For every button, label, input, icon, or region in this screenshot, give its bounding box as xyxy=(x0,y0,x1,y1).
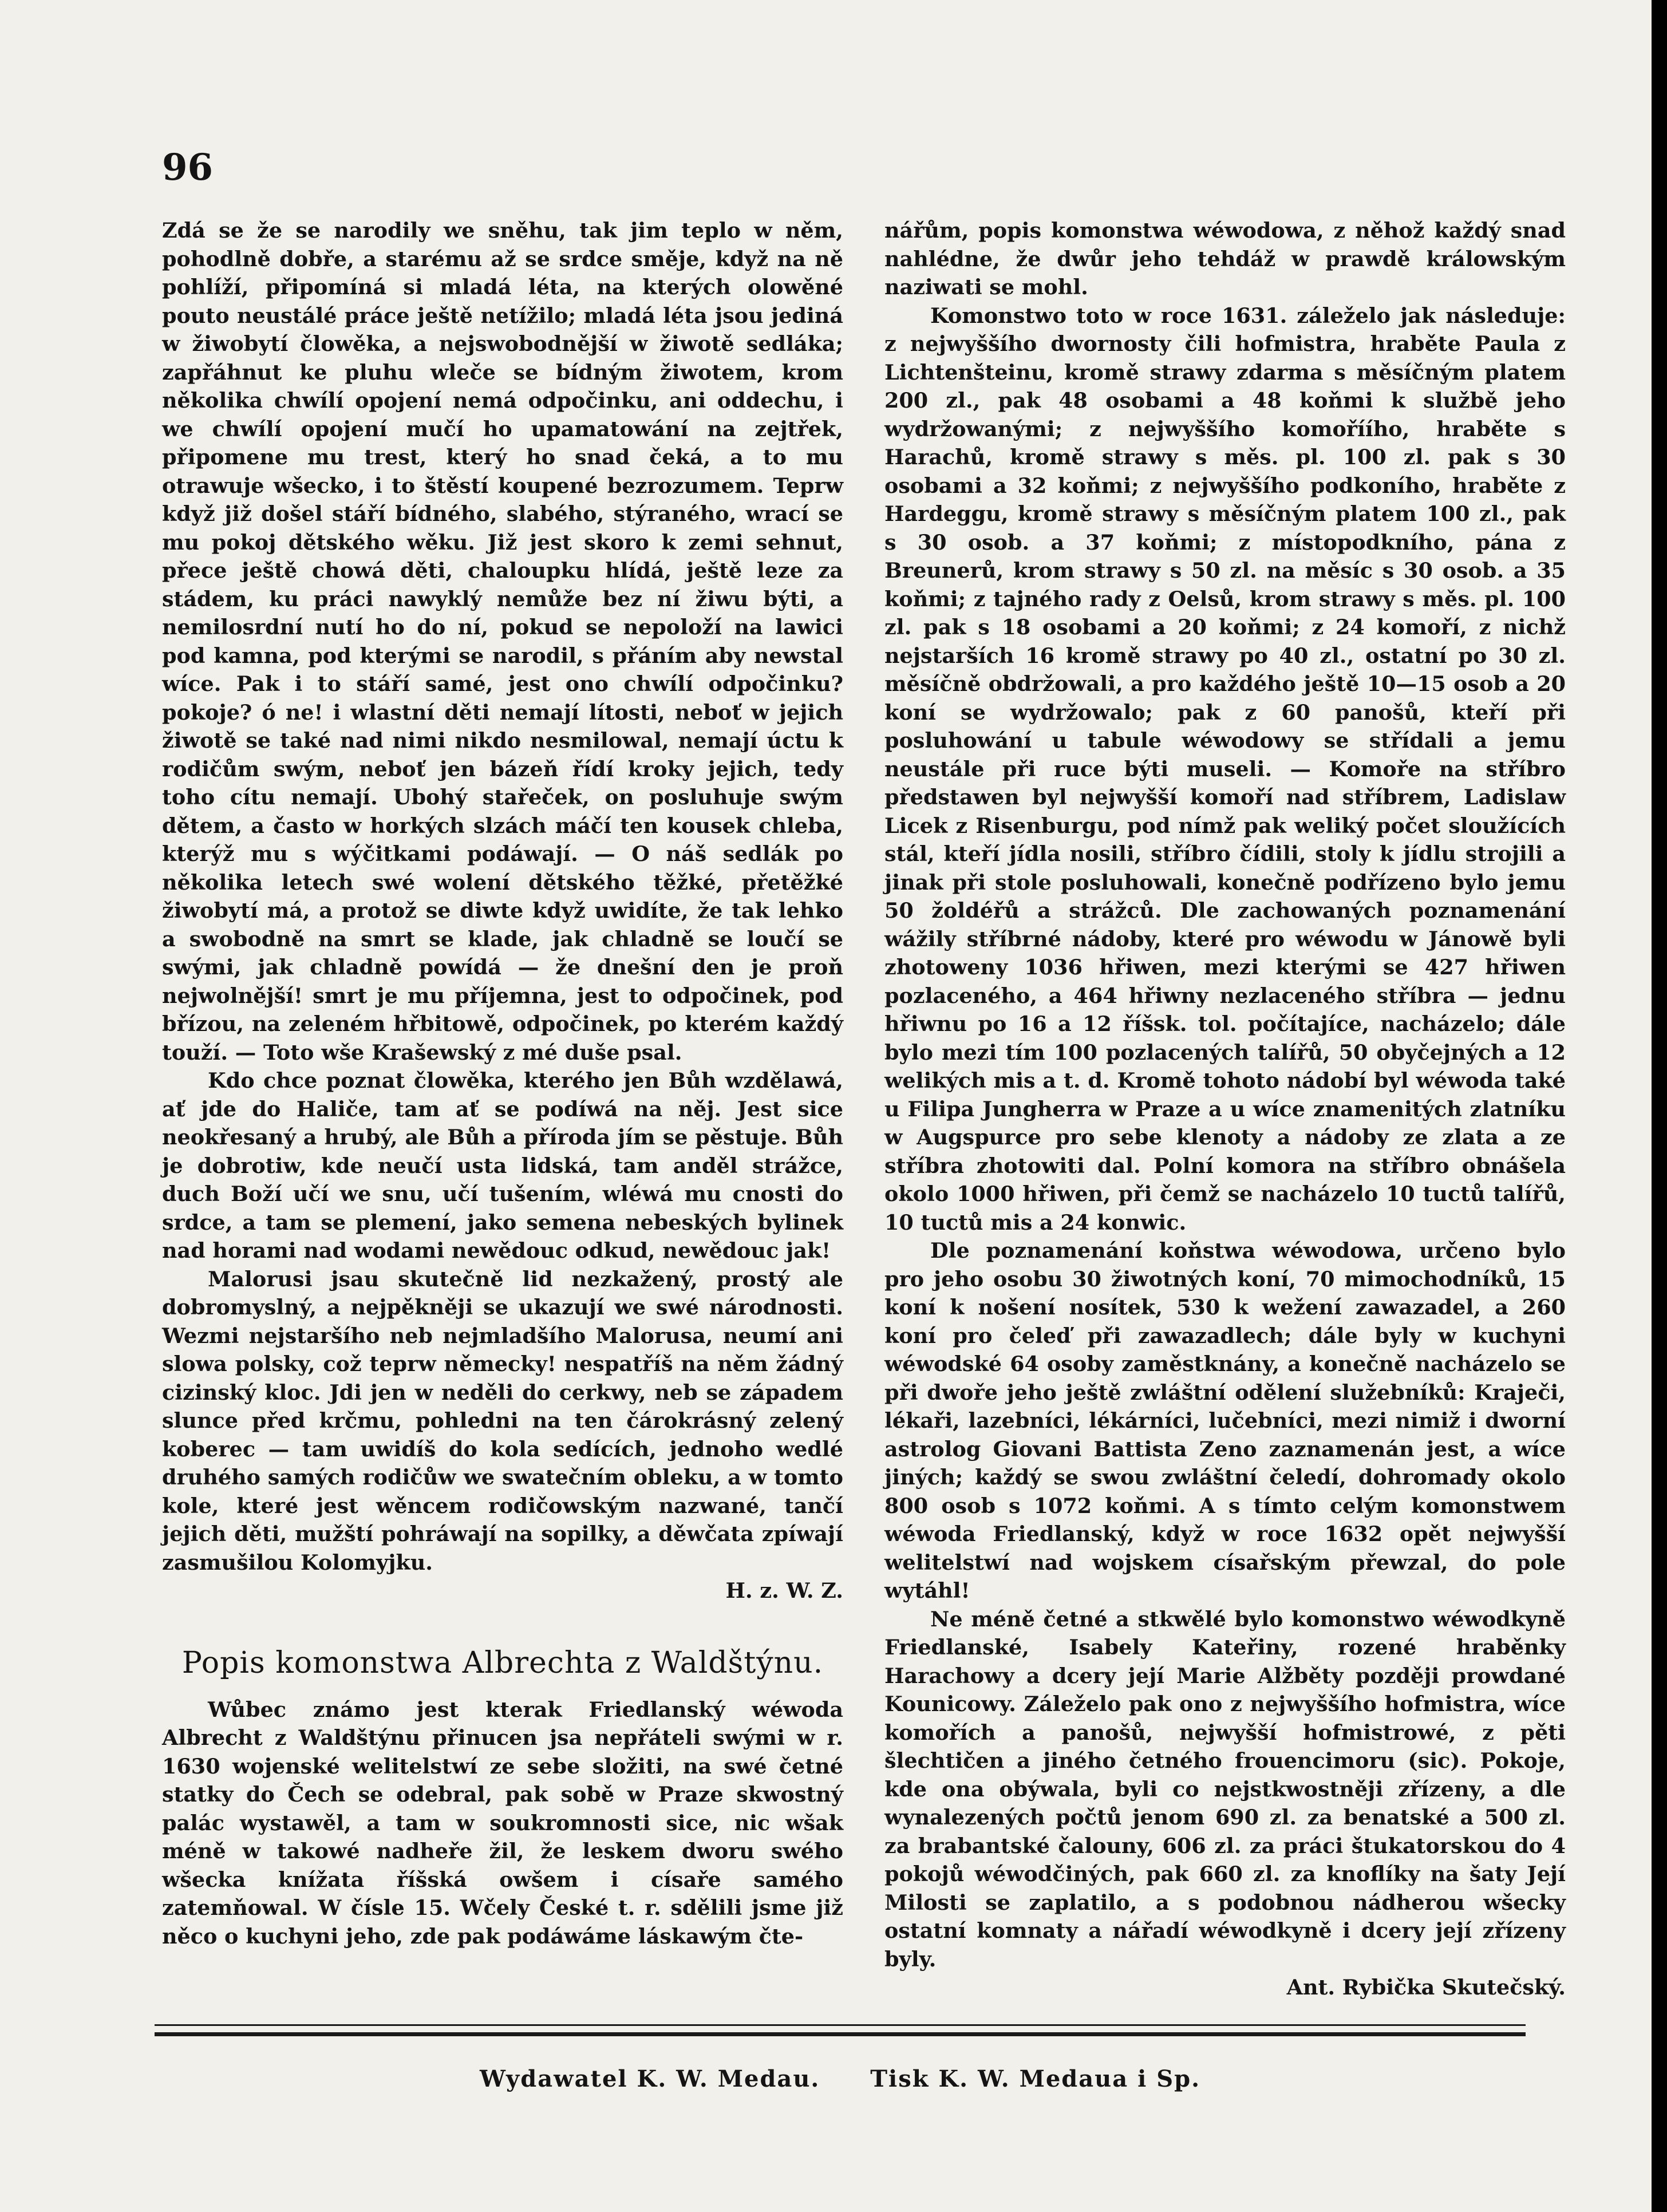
right-paragraph-4: Ne méně četné a stkwělé bylo komonstwo wéwodkyně Friedlanské, Isabely Kateřiny, rozené hraběnky Harachowy a dcery její Marie Alžběty později prowdané Kounicowy. Záleželo pak ono z nejwyššího hofmistra, wíce komořích a panošů, nejwyšší hofmistrowé, z pěti šlechtičen a jiného četného frouencimoru (sic). Pokoje, kde ona obýwala, byli co nejstkwostněji zřízeny, a dle wynalezených počtů jenom 690 zl. za benatské a 500 zl. za brabantské čalouny, 606 zl. za práci štukatorskou do 4 pokojů wéwodčiných, pak 660 zl. za knoflíky na šaty Její Milosti se zaplatilo, a s podobnou nádherou wšecky ostatní komnaty a nářadí wéwodkyně i dcery její zřízeny byly. xyxy=(884,1606,1566,1972)
imprint-line xyxy=(155,2065,1526,2092)
page-number: 96 xyxy=(162,146,214,189)
right-paragraph-1: nářům, popis komonstwa wéwodowa, z něhož každý snad nahlédne, že dwůr jeho tehdáž w prawdě králowským naziwati se mohl. xyxy=(884,218,1566,299)
article-heading: Popis komonstwa Albrechta z Waldštýnu. xyxy=(181,1645,824,1680)
right-paragraph-2: Komonstwo toto w roce 1631. záleželo jak následuje: z nejwyššího dwornosty čili hofmistra, hraběte Paula z Lichtenšteinu, kromě strawy zdarma s měsíčným platem 200 zl., pak 48 osobami a 48 koňmi k službě jeho wydržowanými; z nejwyššího komoříího, hraběte s Harachů, kromě strawy s měs. pl. 100 zl. pak s 30 osobami a 32 koňmi; z nejwyššího podkoního, hraběte z Hardeggu, kromě strawy s měsíčným platem 100 zl., pak s 30 osob. a 37 koňmi; z místopodkního, pána z Breunerů, krom strawy s 50 zl. na měsíc s 30 osob. a 35 koňmi; z tajného rady z Oelsů, krom strawy s měs. pl. 100 zl. pak s 18 osobami a 20 koňmi; z 24 komoří, z nichž nejstarších 16 kromě strawy po 40 zl., ostatní po 30 zl. měsíčně obdržowali, a pro každého ještě 10—15 osob a 20 koní se wydržowalo; pak z 60 panošů, kteří při posluhowání u tabule wéwodowy se střídali a jemu neustále při ruce býti museli. — Komoře na stříbro předstawen byl nejwyšší komoří nad stříbrem, Ladislaw Licek z Risenburgu, pod nímž pak weliký počet sloužících stál, kteří jídla nosili, stříbro čídili, stoly k jídlu strojili a jinak při stole posluhowali, konečně podřízeno bylo jemu 50 žoldéřů a strážců. Dle zachowaných poznamenání wážily stříbrné nádoby, které pro wéwodu w Jánowě byli zhotoweny 1036 hřiwen, mezi kterými se 427 hřiwen pozlaceného, a 464 hřiwny nezlaceného stříbra — jednu hřiwnu po 16 a 12 říšsk. tol. počítajíce, nacházelo; dále bylo mezi tím 100 pozlacených talířů, 50 obyčejných a 12 welikých mis a t. d. Kromě tohoto nádobí byl wéwoda také u Filipa Jungherra w Praze a u wíce znamenitých zlatníku w Augspurce pro sebe klenoty a nádoby ze zlata a ze stříbra zhotowiti dal. Polní komora na stříbro obnášela okolo 1000 hřiwen, při čemž se nacházelo 10 tuctů talířů, 10 tuctů mis a 24 konwic. xyxy=(884,303,1566,1235)
left-paragraph-2: Kdo chce poznat člowěka, kterého jen Bůh wzdělawá, ať jde do Haliče, tam ať se podíwá na něj. Jest sice neokřesaný a hrubý, ale Bůh a příroda jím se pěstuje. Bůh je dobrotiw, kde neučí usta lidská, tam anděl strážce, duch Boží učí we snu, učí tušením, wléwá mu cnosti do srdce, a tam se plemení, jako semena nebeských bylinek nad horami nad wodami newědouc odkud, newědouc jak! xyxy=(162,1068,843,1263)
article-paragraph: Wůbec známo jest kterak Friedlanský wéwoda Albrecht z Waldštýnu přinucen jsa nepřáteli swými w r. 1630 wojenské welitelstwí ze sebe složiti, na swé četné statky do Čech se odebral, pak sobě w Praze skwostný palác wystawěl, a tam w soukromnosti sice, nic wšak méně w takowé nadheře žil, že leskem dworu swého wšecka knížata říšská owšem i císaře samého zatemňowal. W čísle 15. Wčely České t. r. sdělili jsme již něco o kuchyni jeho, zde pak podáwáme láskawým čte- xyxy=(162,1697,843,1949)
right-paragraph-3: Dle poznamenání koňstwa wéwodowa, určeno bylo pro jeho osobu 30 žiwotných koní, 70 mimochodníků, 15 koní k nošení nosítek, 530 k wežení zawazadel, a 260 koní pro čeleď při zawazadlech; dále byly w kuchyni wéwodské 64 osoby zaměstknány, a konečně nacházelo se při dwoře jeho ještě zwláštní odělení služebníků: Kraječi, lékaři, lazebníci, lékárníci, lučebníci, mezi nimiž i dworní astrolog Giovani Battista Zeno zaznamenán jest, a wíce jiných; každý se swou zwláštní čeledí, dohromady okolo 800 osob s 1072 koňmi. A s tímto celým komonstwem wéwoda Friedlanský, když w roce 1632 opět nejwyšší welitelstwí nad wojskem císařským přewzal, do pole wytáhl! xyxy=(884,1238,1566,1603)
left-signature: H. z. W. Z. xyxy=(725,1578,843,1603)
footer-rule-thin xyxy=(155,2024,1526,2026)
left-column xyxy=(162,216,843,1950)
left-paragraph-3: Malorusi jsau skutečně lid nezkažený, prostý ale dobromyslný, a nejpěkněji se ukazují we swé národnosti. Wezmi nejstaršího neb nejmladšího Malorusa, neumí ani slowa polsky, což teprw německy! nespatříš na něm žádný cizinský kloc. Jdi jen w neděli do cerkwy, neb se západem slunce před krčmu, pohledni na ten čárokrásný zelený koberec — tam uwidíš do kola sedících, jednoho wedlé druhého samých rodičůw we swatečním obleku, a w tomto kole, které jest wěncem rodičowským nazwané, tančí jejich děti, mužští pohráwají na sopilky, a děwčata zpíwají zasmušilou Kolomyjku. xyxy=(162,1266,843,1575)
right-column xyxy=(884,216,1566,2002)
imprint-publisher: Wydawatel K. W. Medau. xyxy=(479,2065,820,2092)
imprint-printer: Tisk K. W. Medaua i Sp. xyxy=(870,2065,1201,2092)
scan-edge xyxy=(1652,0,1667,2212)
left-paragraph-1: Zdá se že se narodily we sněhu, tak jim teplo w něm, pohodlně dobře, a starému až se srdce směje, když na ně pohlíží, připomíná si mladá léta, na kterých olowěné pouto neustálé práce ještě netížilo; mladá léta jsou jediná w žiwobytí člowěka, a nejswobodnější w žiwotě sedláka; zapřáhnut ke pluhu wleče se bídným žiwotem, krom několika chwílí opojení nemá odpočinku, ani oddechu, i we chwílí opojení mučí ho upamatowání na zejtřek, připomene mu trest, který ho snad čeká, a to mu otrawuje wšecko, i to štěstí koupené bezrozumem. Teprw když již došel stáří bídného, slabého, stýraného, wrací se mu pokoj dětského wěku. Již jest skoro k zemi sehnut, přece ještě chowá děti, chaloupku hlídá, ještě leze za stádem, ku práci nawyklý nemůže bez ní žiwu býti, a nemilosrdní nutí ho do ní, pokud se nepoloží na lawici pod kamna, pod kterými se narodil, s přáním aby newstal wíce. Pak i to stáří samé, jest ono chwílí odpočinku? pokoje? ó ne! i wlastní děti nemají lítosti, neboť w jejich žiwotě se také nad nimi nikdo nesmilowal, nemají úctu k rodičům swým, neboť jen bázeň řídí kroky jejich, tedy toho cítu nemají. Ubohý stařeček, on posluhuje swým dětem, a často w horkých slzách máčí ten kousek chleba, kterýž mu s wýčitkami podáwají. — O náš sedlák po několika letech swé wolení dětského těžké, přetěžké žiwobytí má, a protož se diwte když uwidíte, že tak lehko a swobodně na smrt se klade, jak chladně se loučí se swými, jak chladně powídá — že dnešní den je proň nejwolnější! smrt je mu příjemna, jest to odpočinek, pod břízou, na zeleném hřbitowě, odpočinek, po kterém každý touží. — Toto wše Krašewský z mé duše psal. xyxy=(162,218,843,1065)
right-signature: Ant. Rybička Skutečský. xyxy=(1286,1975,1566,2000)
footer-rule-thick xyxy=(155,2032,1526,2036)
